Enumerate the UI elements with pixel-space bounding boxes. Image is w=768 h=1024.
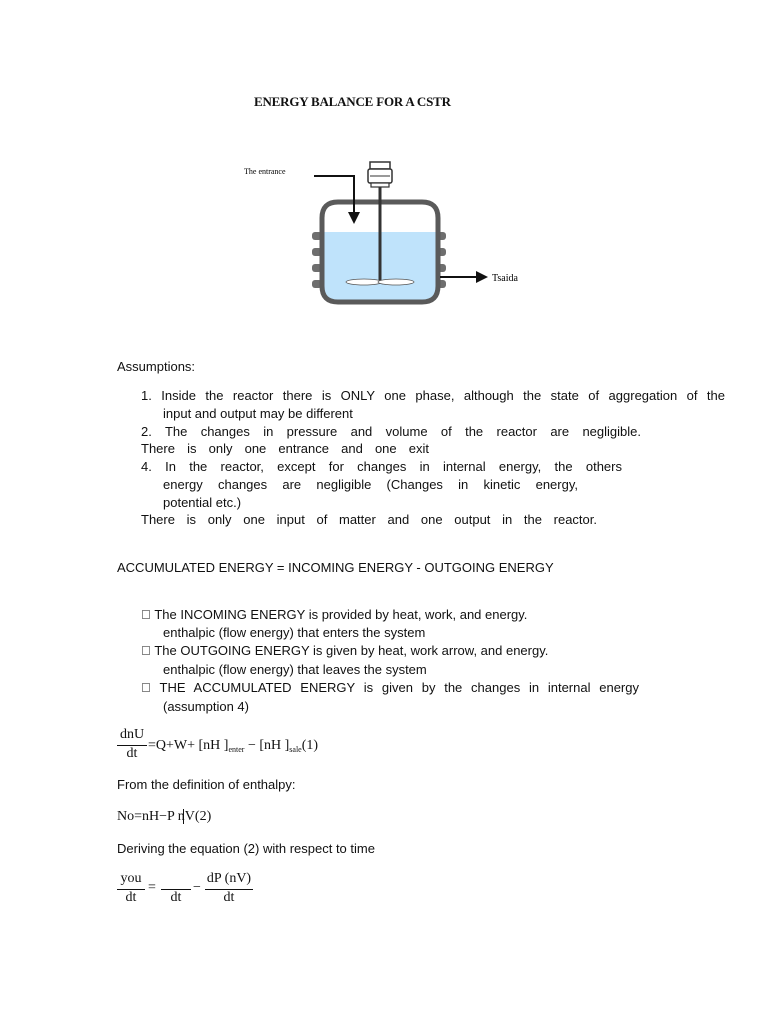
equation-2-number: (2) [194,809,212,824]
page-title: ENERGY BALANCE FOR A CSTR [254,94,451,109]
equation-3 [117,871,267,911]
energy-balance-statement: ACCUMULATED ENERGY = INCOMING ENERGY - OUTGOING ENERGY [117,560,554,575]
exit-label: Tsaida [492,273,518,284]
assumption-5: There is only one input of matter and one output in the reactor. [141,512,597,527]
equation-1-numerator: dnU [119,727,145,742]
bullet-accumulated-line-2: (assumption 4) [163,699,249,714]
impeller-blade-right [378,279,414,285]
equation-3-lhs-denominator: dt [125,890,137,905]
inlet-pipe [314,176,354,216]
equation-2-v: V [184,809,195,824]
equation-1-rhs-start: =Q+W+ [148,738,196,753]
deriving-text: Deriving the equation (2) with respect to time [117,841,375,856]
inlet-arrowhead [348,212,360,224]
entrance-label: The entrance [244,167,286,176]
bullet-outgoing-line-1: The OUTGOING ENERGY is given by heat, work arrow, and energy. [141,643,536,658]
equation-1-minus: − [247,738,256,753]
cstr-diagram [230,150,540,320]
equation-1-number: (1) [301,738,319,753]
assumption-2: 2. The changes in pressure and volume of the reactor are negligible. [141,424,641,439]
assumption-1-line-1: 1. Inside the reactor there is ONLY one phase, although the state of aggregation of the [141,388,725,403]
equation-1-term-enter: [nH ] [198,738,229,753]
bullet-accumulated-line-1: THE ACCUMULATED ENERGY is given by the changes in internal energy [141,680,639,695]
equation-3-minus: − [193,880,201,895]
equation-3-lhs-numerator: you [120,871,142,886]
agitator-motor [368,162,392,187]
equation-3-rhs-numerator: dP (nV) [206,871,252,886]
assumption-3: There is only one entrance and one exit [141,441,429,456]
equation-1-denominator: dt [126,746,138,761]
outlet-arrowhead [476,271,488,283]
equation-3-mid-denominator: dt [170,890,182,905]
equation-1-term-sale: [nH ] [259,738,290,753]
bullet-outgoing-line-2: enthalpic (flow energy) that leaves the system [163,662,427,677]
assumptions-heading: Assumptions: [117,359,196,374]
bullet-incoming-line-1: The INCOMING ENERGY is provided by heat, work, and energy. [141,607,515,622]
impeller-blade-left [346,279,382,285]
assumption-4-line-2: energy changes are negligible (Changes in kinetic energy, [163,477,578,492]
assumption-4-line-1: 4. In the reactor, except for changes in internal energy, the others [141,459,622,474]
equation-3-rhs-denominator: dt [223,890,235,905]
bullet-incoming-line-2: enthalpic (flow energy) that enters the system [163,625,426,640]
equation-2 [117,808,211,825]
equation-1-rhs [148,737,318,758]
equation-3-equals: = [148,880,156,895]
equation-2-text: No=nH−P n [117,809,185,824]
equation-1-sub-sale: sale [289,745,302,754]
assumption-4-line-3: potential etc.) [163,495,242,510]
assumption-1-line-2: input and output may be different [163,406,353,421]
enthalpy-intro: From the definition of enthalpy: [117,777,296,792]
equation-1-sub-enter: enter [228,745,245,754]
